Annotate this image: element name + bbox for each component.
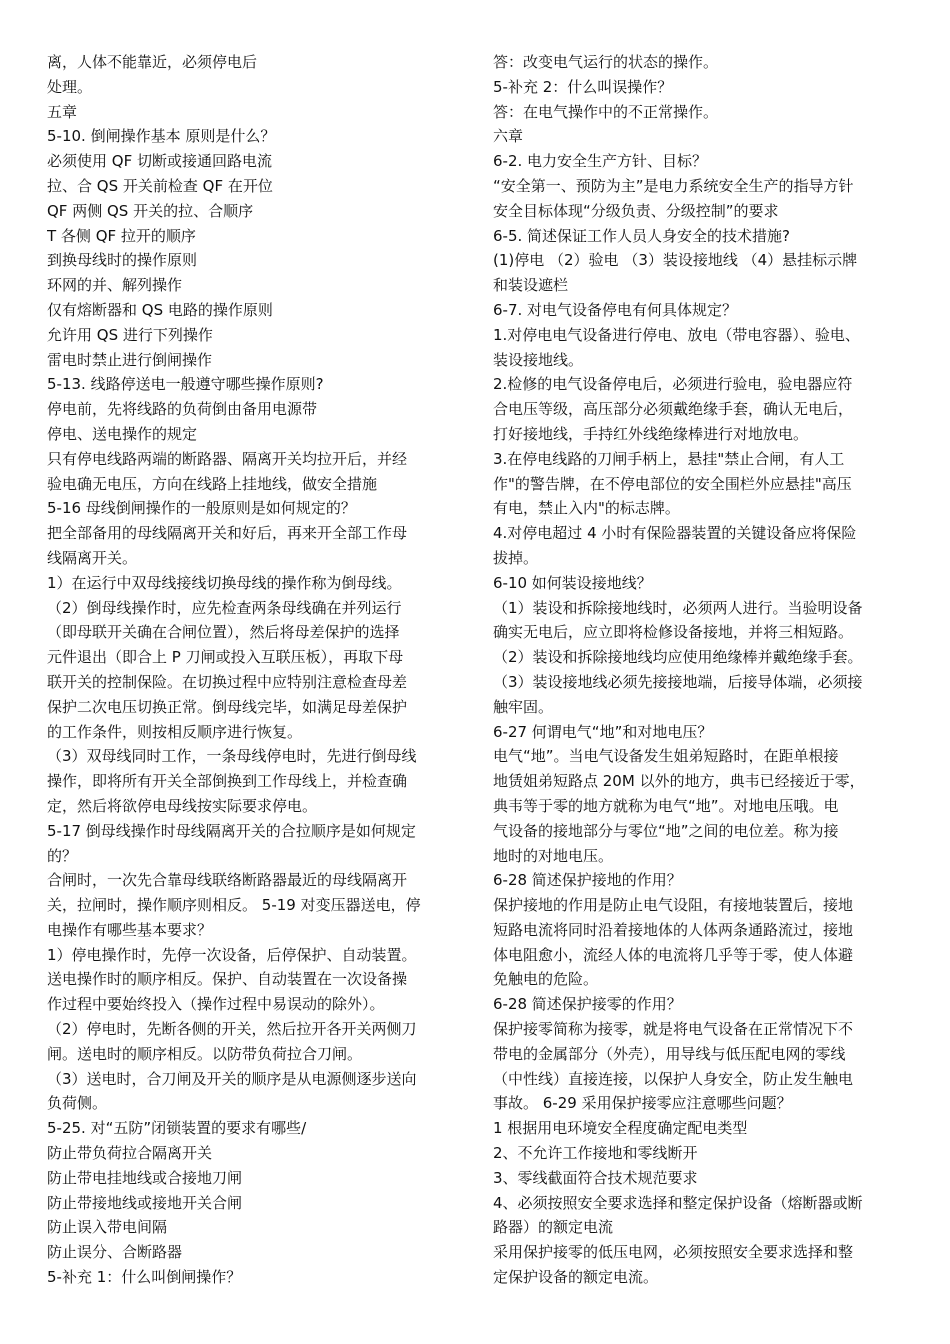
right-column-line: 6-2. 电力安全生产方针、目标？ bbox=[493, 152, 708, 171]
right-column-line: （2）装设和拆除接地线均应使用绝缘棒并戴绝缘手套。 bbox=[493, 648, 863, 667]
left-column-line: 离，人体不能靠近，必须停电后 bbox=[47, 53, 258, 71]
right-column-line: 带电的金属部分（外壳），用导线与低压配电网的零线 bbox=[493, 1044, 846, 1063]
right-column-line: （1）装设和拆除接地线时，必须两人进行。当验明设备 bbox=[493, 598, 863, 617]
right-text-column bbox=[493, 50, 913, 1290]
right-column-line: 典韦等于零的地方就称为电气“地”。对地电压哦。电 bbox=[493, 796, 839, 815]
right-column-line: 事故。 6-29 采用保护接零应注意哪些问题？ bbox=[493, 1094, 792, 1113]
left-column-line: 送电操作时的顺序相反。保护、自动装置在一次设备操 bbox=[47, 970, 408, 989]
right-column-line: 打好接地线，手持红外线绝缘棒进行对地放电。 bbox=[493, 424, 809, 443]
right-column-line: 5-补充 2：什么叫误操作？ bbox=[493, 77, 673, 96]
left-column-line: 仅有熔断器和 QS 电路的操作原则 bbox=[47, 300, 273, 319]
right-column-line: 路器）的额定电流 bbox=[493, 1218, 614, 1237]
right-column-line: 1 根据用电环境安全程度确定配电类型 bbox=[493, 1119, 748, 1138]
left-column-line: 电操作有哪些基本要求？ bbox=[47, 920, 213, 939]
left-column-line: 五章 bbox=[47, 102, 78, 121]
right-column-line: 体电阻愈小，流经人体的电流将几乎等于零，使人体避 bbox=[493, 945, 854, 964]
left-column-line: （3）送电时，合刀闸及开关的顺序是从电源侧逐步送向 bbox=[47, 1069, 417, 1088]
left-column-line: 的？ bbox=[47, 846, 78, 865]
right-column-line: 合电压等级，高压部分必须戴绝缘手套，确认无电后， bbox=[493, 400, 854, 419]
right-column-line: 6-27 何谓电气“地”和对地电压？ bbox=[493, 722, 713, 741]
left-column-line: 防止带电挂地线或合接地刀闸 bbox=[47, 1168, 243, 1187]
right-column-line: （3）装设接地线必须先接接地端，后接导体端，必须接 bbox=[493, 672, 863, 691]
right-column-line: 4.对停电超过 4 小时有保险器装置的关键设备应将保险 bbox=[493, 524, 857, 543]
left-column-line: 5-25. 对“五防”闭锁装置的要求有哪些/ bbox=[47, 1119, 307, 1138]
right-column-line: 2、不允许工作接地和零线断开 bbox=[493, 1144, 698, 1163]
right-column-line: 答：在电气操作中的不正常操作。 bbox=[493, 102, 719, 121]
right-column-line: 6-7. 对电气设备停电有何具体规定？ bbox=[493, 300, 738, 319]
left-column-line: 允许用 QS 进行下列操作 bbox=[47, 325, 213, 344]
right-column-line: “安全第一、预防为主”是电力系统安全生产的指导方针 bbox=[493, 176, 854, 195]
left-column-line: 停电前，先将线路的负荷倒由备用电源带 bbox=[47, 400, 318, 419]
left-column-line: 1）停电操作时，先停一次设备，后停保护、自动装置。 bbox=[47, 945, 417, 964]
right-column-line: 6-28 简述保护接地的作用？ bbox=[493, 871, 682, 890]
left-column-line: 防止带接地线或接地开关合闸 bbox=[47, 1193, 243, 1212]
left-column-line: 负荷侧。 bbox=[47, 1094, 108, 1113]
left-column-line: 5-16 母线倒闸操作的一般原则是如何规定的？ bbox=[47, 499, 356, 518]
right-column-line: 气设备的接地部分与零位“地”之间的电位差。称为接 bbox=[493, 821, 839, 840]
left-column-line: 5-补充 1：什么叫倒闸操作？ bbox=[47, 1268, 242, 1287]
left-column-line: 防止误入带电间隔 bbox=[47, 1218, 168, 1237]
left-column-line: 验电确无电压，方向在线路上挂地线，做安全措施 bbox=[47, 474, 378, 493]
left-column-line: 联开关的控制保险。在切换过程中应特别注意检查母差 bbox=[47, 672, 408, 691]
left-column-line: （即母联开关确在合闸位置），然后将母差保护的选择 bbox=[47, 623, 400, 642]
left-column-line: 操作，即将所有开关全部倒换到工作母线上，并检查确 bbox=[47, 772, 408, 791]
left-column-line: 5-17 倒母线操作时母线隔离开关的合拉顺序是如何规定 bbox=[47, 821, 416, 840]
right-column-line: (1)停电 （2）验电 （3）装设接地线 （4）悬挂标示牌 bbox=[493, 251, 858, 270]
right-column-line: 安全目标体现“分级负责、分级控制”的要求 bbox=[493, 201, 779, 220]
right-column-line: 定保护设备的额定电流。 bbox=[493, 1268, 659, 1287]
right-column-line: （中性线）直接连接，以保护人身安全，防止发生触电 bbox=[493, 1069, 854, 1088]
right-column-line: 触牢固。 bbox=[493, 697, 554, 716]
right-column-line: 3、零线截面符合技术规范要求 bbox=[493, 1168, 698, 1187]
right-column-line: 六章 bbox=[493, 127, 524, 146]
left-column-line: 必须使用 QF 切断或接通回路电流 bbox=[47, 152, 272, 171]
left-column-line: 闸。送电时的顺序相反。以防带负荷拉合刀闸。 bbox=[47, 1044, 363, 1063]
left-column-line: 雷电时禁止进行倒闸操作 bbox=[47, 350, 213, 369]
left-column-line: （3）双母线同时工作，一条母线停电时，先进行倒母线 bbox=[47, 747, 417, 766]
left-column-line: （2）停电时，先断各侧的开关，然后拉开各开关两侧刀 bbox=[47, 1020, 417, 1039]
left-column-line: 保护二次电压切换正常。倒母线完毕，如满足母差保护 bbox=[47, 697, 408, 716]
right-column-line: 地赁姐弟短路点 20M 以外的地方，典韦已经接近于零， bbox=[493, 772, 865, 791]
left-column-line: 1）在运行中双母线接线切换母线的操作称为倒母线。 bbox=[47, 573, 402, 592]
right-column-line: 短路电流将同时沿着接地体的人体两条通路流过，接地 bbox=[493, 920, 854, 939]
left-column-line: 作过程中要始终投入（操作过程中易误动的除外）。 bbox=[47, 995, 385, 1014]
right-column-line: 免触电的危险。 bbox=[493, 970, 599, 989]
left-column-line: 停电、送电操作的规定 bbox=[47, 424, 198, 443]
left-column-line: 把全部备用的母线隔离开关和好后，再来开全部工作母 bbox=[47, 524, 408, 543]
left-column-line: T 各侧 QF 拉开的顺序 bbox=[47, 226, 196, 245]
left-column-line: 只有停电线路两端的断路器、隔离开关均拉开后，并经 bbox=[47, 449, 408, 468]
right-column-line: 和装设遮栏 bbox=[493, 276, 569, 295]
right-column-line: 作"的警告牌，在不停电部位的安全围栏外应悬挂"高压 bbox=[493, 474, 852, 493]
right-column-line: 6-5. 简述保证工作人员人身安全的技术措施? bbox=[493, 226, 790, 245]
right-column-line: 采用保护接零的低压电网，必须按照安全要求选择和整 bbox=[493, 1243, 854, 1262]
left-column-line: 线隔离开关。 bbox=[47, 548, 138, 567]
left-column-line: 合闸时，一次先合靠母线联络断路器最近的母线隔离开 bbox=[47, 871, 408, 890]
left-text-column bbox=[47, 50, 461, 1290]
right-column-line: 保护接零简称为接零，就是将电气设备在正常情况下不 bbox=[493, 1020, 854, 1039]
left-column-line: 5-13. 线路停送电一般遵守哪些操作原则? bbox=[47, 375, 324, 394]
left-column-line: 定，然后将欲停电母线按实际要求停电。 bbox=[47, 796, 318, 815]
right-column-line: 答：改变电气运行的状态的操作。 bbox=[493, 53, 719, 71]
left-column-line: 拉、合 QS 开关前检查 QF 在开位 bbox=[47, 176, 273, 195]
right-column-line: 有电，禁止入内"的标志牌。 bbox=[493, 499, 680, 518]
right-column-line: 确实无电后，应立即将检修设备接地，并将三相短路。 bbox=[493, 623, 854, 642]
right-column-line: 2.检修的电气设备停电后，必须进行验电，验电器应符 bbox=[493, 375, 853, 394]
right-column-line: 地时的对地电压。 bbox=[493, 846, 614, 865]
left-column-line: QF 两侧 QS 开关的拉、合顺序 bbox=[47, 201, 254, 220]
right-column-line: 保护接地的作用是防止电气设阻，有接地装置后，接地 bbox=[493, 896, 854, 915]
left-column-line: 处理。 bbox=[47, 77, 93, 96]
right-column-line: 装设接地线。 bbox=[493, 350, 584, 369]
right-column-line: 3.在停电线路的刀闸手柄上，悬挂"禁止合闸，有人工 bbox=[493, 449, 845, 468]
left-column-line: 防止误分、合断路器 bbox=[47, 1243, 183, 1262]
right-column-line: 6-10 如何装设接地线？ bbox=[493, 573, 652, 592]
left-column-line: 防止带负荷拉合隔离开关 bbox=[47, 1144, 213, 1163]
left-column-line: 5-10. 倒闸操作基本 原则是什么？ bbox=[47, 127, 276, 146]
right-column-line: 拔掉。 bbox=[493, 548, 539, 567]
left-column-line: 的工作条件，则按相反顺序进行恢复。 bbox=[47, 722, 303, 741]
left-column-line: 元件退出（即合上 P 刀闸或投入互联压板），再取下母 bbox=[47, 648, 404, 667]
right-column-line: 4、必须按照安全要求选择和整定保护设备（熔断器或断 bbox=[493, 1193, 863, 1212]
left-column-line: 到换母线时的操作原则 bbox=[47, 251, 198, 270]
right-column-line: 电气“地”。当电气设备发生姐弟短路时，在距单根接 bbox=[493, 747, 839, 766]
left-column-line: 环网的并、解列操作 bbox=[47, 276, 183, 295]
right-column-line: 6-28 简述保护接零的作用？ bbox=[493, 995, 682, 1014]
right-column-line: 1.对停电电气设备进行停电、放电（带电容器）、验电、 bbox=[493, 325, 860, 344]
left-column-line: （2）倒母线操作时，应先检查两条母线确在并列运行 bbox=[47, 598, 402, 617]
left-column-line: 关，拉闸时，操作顺序则相反。 5-19 对变压器送电，停 bbox=[47, 896, 421, 915]
